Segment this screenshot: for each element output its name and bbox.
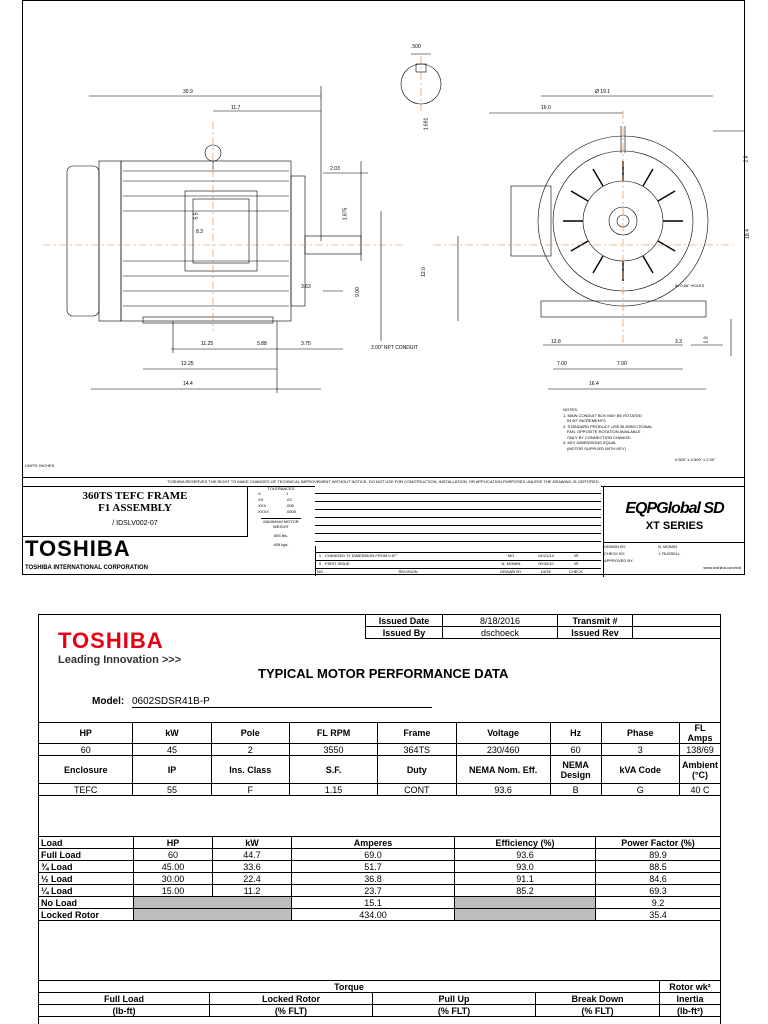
val-ins-class: F (211, 784, 289, 796)
val-hp: 60 (39, 744, 133, 756)
torque-unit-break-down: (% FLT) (536, 1005, 660, 1017)
issued-rev-value (633, 627, 721, 639)
hdr-nema-eff: NEMA Nom. Eff. (456, 756, 550, 784)
table-row: Full Load 60 44.7 69.0 93.6 89.9 (39, 849, 721, 861)
rotor-label: Rotor wk² (660, 981, 721, 993)
dim-16-4: 16.4 (589, 381, 599, 387)
dim-18-4: 18.4 (744, 229, 751, 239)
dim-19-1: Ø 19.1 (595, 89, 611, 95)
issued-date: 8/18/2016 (443, 615, 558, 627)
val-voltage: 230/460 (456, 744, 550, 756)
issued-by: dschoeck (443, 627, 558, 639)
torque-label: Torque (39, 981, 660, 993)
corp-name: TOSHIBA INTERNATIONAL CORPORATION (25, 565, 148, 571)
dim-3-75: 3.75 (301, 341, 311, 347)
issued-rev-label: Issued Rev (558, 627, 633, 639)
dim-1-691: 1.691 (423, 117, 430, 131)
torque-hdr-locked-rotor: Locked Rotor (210, 993, 373, 1005)
dim-2-03: 2.03 (330, 166, 340, 172)
hdr-nema-design: NEMA Design (550, 756, 601, 784)
dim-11-7: 11.7 (231, 105, 241, 111)
perf-title: TYPICAL MOTOR PERFORMANCE DATA (258, 666, 509, 681)
dim-16-0: 16.0 (541, 105, 551, 111)
torque-unit-inertia: (lb-ft²) (660, 1005, 721, 1017)
dim-9-00: 9.00 (354, 287, 361, 297)
issued-by-label: Issued By (366, 627, 443, 639)
val-phase: 3 (601, 744, 679, 756)
torque-unit-pull-up: (% FLT) (373, 1005, 536, 1017)
dim-5-88: 5.88 (257, 341, 267, 347)
hdr-duty: Duty (378, 756, 456, 784)
hdr-enclosure: Enclosure (39, 756, 133, 784)
dim-2-8: 2.8 (743, 155, 750, 163)
title-line1: 360TS TEFC FRAME (82, 490, 188, 502)
title-block (23, 477, 744, 576)
val-sf: 1.15 (289, 784, 377, 796)
dim-30-9: 30.9 (183, 89, 193, 95)
xt-series: XT SERIES (645, 520, 704, 532)
transmit-label: Transmit # (558, 615, 633, 627)
dim-conduit: 3.00" NPT CONDUIT (371, 345, 418, 351)
spec-table (38, 722, 721, 796)
torque-unit-full-load: (lb-ft) (39, 1005, 210, 1017)
torque-unit-locked-rotor: (% FLT) (210, 1005, 373, 1017)
title-cell (23, 486, 248, 537)
dim-1-0: 1.0 (703, 336, 710, 344)
weight-lbs: 893 lbs. (273, 533, 288, 538)
toshiba-logo-drawing: TOSHIBA (25, 536, 131, 561)
dim-8-3: 8.3 (196, 229, 203, 235)
hdr-ambient: Ambient (°C) (680, 756, 721, 784)
hdr-phase: Phase (601, 723, 679, 744)
torque-table (38, 980, 721, 1017)
notes-block: NOTES: 1. MAIN CONDUIT BOX MAY BE ROTATED IN 90° INCREMENTS 2. STANDARD PRODUCT USE BI-DIRECTIONAL FAN. OPPOSITE ROTATION AVAILABLE ONLY BY CONNECTION CHANGE. 3. KEY DIMENSIONS EQUAL (MOTOR SUPPLIED WITH KEY) (563, 407, 653, 451)
dim-14-4: 14.4 (183, 381, 193, 387)
title-line2: F1 ASSEMBLY (98, 502, 172, 514)
val-fl-rpm: 3550 (289, 744, 377, 756)
hdr-voltage: Voltage (456, 723, 550, 744)
val-frame: 364TS (378, 744, 456, 756)
val-pole: 2 (211, 744, 289, 756)
dim-500: .500 (411, 44, 421, 50)
issued-date-label: Issued Date (366, 615, 443, 627)
dim-12-25: 12.25 (181, 361, 194, 367)
table-row: ¼ Load 15.00 11.2 23.7 85.2 69.3 (39, 885, 721, 897)
torque-hdr-full-load: Full Load (39, 993, 210, 1005)
val-nema-design: B (550, 784, 601, 796)
key-dims: 0.500" x 0.500" x 2.00" (675, 457, 716, 462)
dim-3-3: 3.3 (675, 339, 682, 345)
dim-7-00-left: 7.00 (557, 361, 567, 367)
hdr-ins-class: Ins. Class (211, 756, 289, 784)
load-hdr-power-factor: Power Factor (%) (596, 837, 721, 849)
table-row: ½ Load 30.00 22.4 36.8 91.1 84.6 (39, 873, 721, 885)
table-row: ¾ Load 45.00 33.6 51.7 93.0 88.5 (39, 861, 721, 873)
website: www.toshiba.com/ind (703, 565, 741, 570)
hdr-hp: HP (39, 723, 133, 744)
model-value: 0602SDSR41B-P (132, 696, 432, 708)
table-row: Locked Rotor 434.00 35.4 (39, 909, 721, 921)
dim-holes: 8x 0.66" HOLES (675, 283, 705, 288)
val-ambient: 40 C (680, 784, 721, 796)
torque-hdr-inertia: Inertia (660, 993, 721, 1005)
weight-kgs: 405 kgs. (273, 542, 289, 547)
hdr-fl-rpm: FL RPM (289, 723, 377, 744)
val-ip: 55 (133, 784, 211, 796)
model-label: Model: (92, 696, 125, 707)
val-hz: 60 (550, 744, 601, 756)
dim-7-00-right: 7.00 (617, 361, 627, 367)
signoff-block: DRAWN BY: N. MOMIN CHECK BY: J. RUSSELL APPROVED BY: www.toshiba.com/ind (603, 542, 745, 577)
torque-hdr-break-down: Break Down (536, 993, 660, 1005)
revision-table: 1 CHANGED 'H' DIMENSION FROM 0.67" MO 04/21/14 JR 0 FIRST ISSUE N. MOMIN 09/30/10 JR NO REVISION DRAWN BY DATE CHECK (315, 486, 601, 576)
dim-5-5: 5.5 (193, 212, 200, 220)
hdr-frame: Frame (378, 723, 456, 744)
load-hdr-efficiency: Efficiency (%) (455, 837, 596, 849)
torque-hdr-pull-up: Pull Up (373, 993, 536, 1005)
load-hdr-kw: kW (213, 837, 292, 849)
dim-3-63: 3.63 (301, 284, 311, 290)
dim-12-8: 12.8 (551, 339, 561, 345)
dim-1-875: 1.875 (342, 207, 349, 221)
val-enclosure: TEFC (39, 784, 133, 796)
units-label: UNITS: INCHES (25, 463, 55, 468)
hdr-sf: S.F. (289, 756, 377, 784)
val-fl-amps: 138/69 (680, 744, 721, 756)
val-duty: CONT (378, 784, 456, 796)
load-hdr-load: Load (39, 837, 134, 849)
disclaimer: TOSHIBA RESERVES THE RIGHT TO MAKE CHANGES OF TECHNICAL IMPROVEMENT WITHOUT NOTICE. DO NOT USE FOR CONSTRUCTION, INSTALLATION, OR APPLICATION PURPOSES UNLESS THE DRAWING IS CERTIFIED. (23, 478, 744, 487)
hdr-pole: Pole (211, 723, 289, 744)
toshiba-logo: TOSHIBA (58, 628, 164, 653)
hdr-kw: kW (133, 723, 211, 744)
issue-info-table (365, 614, 721, 639)
val-nema-eff: 93.6 (456, 784, 550, 796)
val-kva-code: G (601, 784, 679, 796)
table-row: No Load 15.1 9.2 (39, 897, 721, 909)
tolerances-block: TOLERANCES .X 1 .XX .03 .XXX .005 .XXXX .0005 MAXIMUM MOTOR WEIGHT 893 lbs. 405 kgs. (247, 486, 316, 576)
transmit-value (633, 615, 721, 627)
hdr-fl-amps: FL Amps (680, 723, 721, 744)
hdr-kva-code: kVA Code (601, 756, 679, 784)
drawing-sheet (22, 0, 751, 575)
dim-11-25: 11.25 (201, 341, 214, 347)
eqp-logo: EQPGlobal SD XT SERIES (603, 486, 745, 542)
load-table (38, 836, 721, 921)
tagline: Leading Innovation >>> (58, 654, 182, 666)
load-hdr-amperes: Amperes (292, 837, 455, 849)
drawing-number: / IDSLV002-07 (112, 520, 158, 527)
hdr-hz: Hz (550, 723, 601, 744)
dim-12-0: 12.0 (420, 267, 427, 277)
hdr-ip: IP (133, 756, 211, 784)
val-kw: 45 (133, 744, 211, 756)
load-hdr-hp: HP (134, 837, 213, 849)
